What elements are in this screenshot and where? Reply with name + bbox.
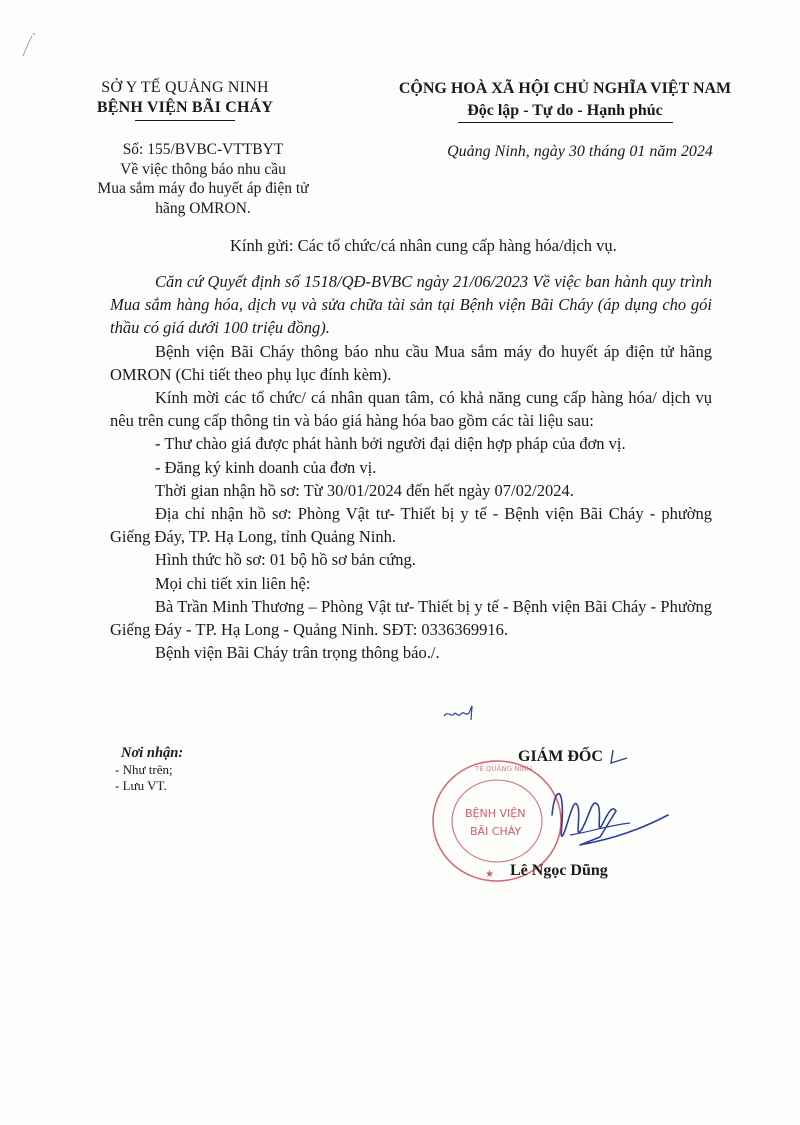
- salutation: Kính gửi: Các tổ chức/cá nhân cung cấp hàng hóa/dịch vụ.: [230, 236, 617, 255]
- paragraph-contact-intro: Mọi chi tiết xin liên hệ:: [155, 573, 311, 593]
- doc-number: Số: 155/BVBC-VTTBYT: [122, 141, 284, 158]
- requirement-item-2: - Đăng ký kinh doanh của đơn vị.: [155, 457, 377, 477]
- paragraph-deadline: Thời gian nhận hồ sơ: Từ 30/01/2024 đến hết ngày 07/02/2024.: [155, 480, 574, 500]
- seal-star-icon: ★: [485, 869, 494, 880]
- paragraph-contact: Bà Trần Minh Thương – Phòng Vật tư- Thiết bị y tế - Bệnh viện Bãi Cháy - Phường Giếng Đáy - TP. Hạ Long - Quảng Ninh. SĐT: 0336369916.: [110, 596, 712, 640]
- handwritten-initials: [442, 702, 482, 724]
- recipient-item: - Lưu VT.: [115, 778, 167, 793]
- national-header: [365, 78, 765, 123]
- subject-line-1: Về việc thông báo nhu cầu: [120, 160, 286, 178]
- paragraph-basis: Căn cứ Quyết định số 1518/QĐ-BVBC ngày 21/06/2023 Về việc ban hành quy trình Mua sắm hàng hóa, dịch vụ và sửa chữa tài sản tại Bệnh viện Bãi Cháy (áp dụng cho gói thầu có giá dưới 100 triệu đồng).: [110, 272, 712, 338]
- subject-line-3: hãng OMRON.: [155, 199, 251, 217]
- subject-line-2: Mua sắm máy đo huyết áp điện tử: [97, 180, 309, 197]
- issuing-agency: [80, 78, 290, 121]
- signer-title-text: GIÁM ĐỐC: [518, 748, 603, 765]
- approval-tick-icon: [607, 748, 631, 766]
- paragraph-invitation: Kính mời các tổ chức/ cá nhân quan tâm, có khả năng cung cấp hàng hóa/ dịch vụ nêu trên cung cấp thông tin và báo giá hàng hóa bao gồm các tài liệu sau:: [110, 388, 712, 431]
- paragraph-address: Địa chỉ nhận hồ sơ: Phòng Vật tư- Thiết bị y tế - Bệnh viện Bãi Cháy - phường Giếng Đáy, TP. Hạ Long, tỉnh Quảng Ninh.: [110, 504, 712, 547]
- requirement-item-1: - Thư chào giá được phát hành bởi người đại diện hợp pháp của đơn vị.: [155, 434, 626, 454]
- signer-name: Lê Ngọc Dũng: [510, 862, 608, 879]
- motto-underline: [458, 122, 673, 123]
- nation-title: CỘNG HOÀ XÃ HỘI CHỦ NGHĨA VIỆT NAM: [398, 80, 732, 97]
- paragraph-closing: Bệnh viện Bãi Cháy trân trọng thông báo./.: [155, 643, 440, 663]
- scan-speck: [20, 30, 40, 60]
- seal-text-line-1: BỆNH VIỆN: [465, 807, 526, 820]
- date-line: Quảng Ninh, ngày 30 tháng 01 năm 2024: [447, 143, 713, 160]
- recipients-block: [115, 745, 183, 794]
- recipients-heading: Nơi nhận:: [121, 745, 184, 761]
- paragraph-notice: Bệnh viện Bãi Cháy thông báo nhu cầu Mua sắm máy đo huyết áp điện tử hãng OMRON (Chi tiết theo phụ lục đính kèm).: [110, 341, 712, 384]
- signer-title: [518, 748, 631, 766]
- seal-ring-text: TẾ QUẢNG NINH: [475, 765, 533, 773]
- doc-reference: [88, 140, 318, 218]
- org-underline: [135, 120, 235, 121]
- seal-text-line-2: BÃI CHÁY: [470, 825, 522, 838]
- org-name: BỆNH VIỆN BÃI CHÁY: [96, 99, 274, 116]
- motto: Độc lập - Tự do - Hạnh phúc: [467, 102, 663, 119]
- parent-org: SỞ Y TẾ QUẢNG NINH: [101, 79, 269, 96]
- recipient-item: - Như trên;: [115, 762, 173, 777]
- paragraph-format: Hình thức hồ sơ: 01 bộ hồ sơ bản cứng.: [155, 550, 416, 570]
- letter-body: [110, 270, 712, 664]
- handwritten-signature: [540, 775, 670, 870]
